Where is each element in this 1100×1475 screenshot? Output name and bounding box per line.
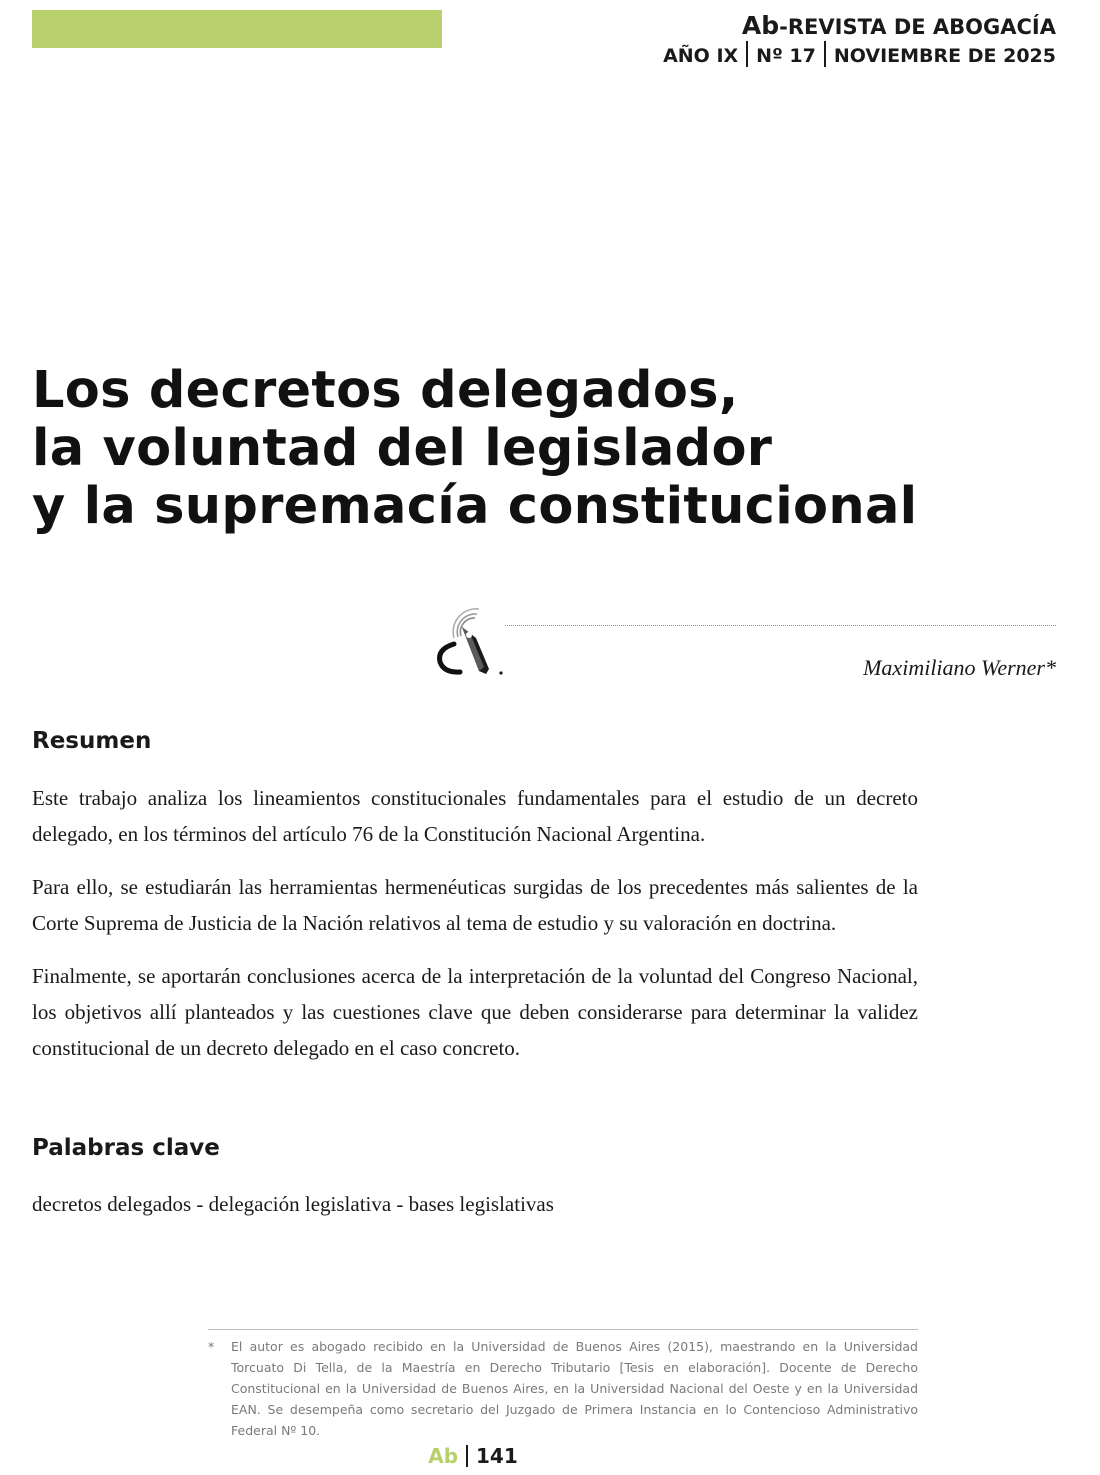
footer-divider: [466, 1445, 468, 1467]
issue-divider: [746, 41, 748, 67]
abstract-paragraph: Este trabajo analiza los lineamientos constitucionales fundamentales para el estudio de un decreto delegado, en los términos del artículo 76 de la Constitución Nacional Argentina.: [32, 786, 918, 846]
journal-name: [663, 12, 1056, 41]
keywords-heading: Palabras clave: [32, 1135, 220, 1161]
page-number: 141: [476, 1444, 518, 1468]
author-divider: [505, 625, 1056, 626]
issue-info: [663, 41, 1056, 70]
journal-title: -REVISTA DE ABOGACÍA: [779, 15, 1056, 39]
abstract-paragraph: Para ello, se estudiarán las herramientas hermenéuticas surgidas de los precedentes más salientes de la Corte Suprema de Justicia de la Nación relativos al tema de estudio y su valoración en doctrina.: [32, 875, 918, 935]
author-name: Maximiliano Werner*: [863, 655, 1056, 680]
footnote-text: El autor es abogado recibido en la Universidad de Buenos Aires (2015), maestrando en la Universidad Torcuato Di Tella, de la Maestría en Derecho Tributario [Tesis en elaboración]. Docente de Derecho Constitucional en la Universidad de Buenos Aires, en la Universidad Nacional del Oeste y en la Universidad EAN. Se desempeña como secretario del Juzgado de Primera Instancia en lo Contencioso Administrativo Federal Nº 10.: [231, 1339, 918, 1438]
issue-divider: [824, 41, 826, 67]
fountain-pen-icon: [432, 606, 510, 680]
abstract-body: [32, 780, 918, 1083]
title-line: y la supremacía constitucional: [32, 477, 918, 536]
page-footer: [0, 1444, 946, 1468]
abstract-paragraph: Finalmente, se aportarán conclusiones acerca de la interpretación de la voluntad del Congreso Nacional, los objetivos allí planteados y las cuestiones clave que deben considerarse para determinar la validez constitucional de un decreto delegado en el caso concreto.: [32, 964, 918, 1060]
author-footnote: [208, 1329, 918, 1441]
abstract-heading: Resumen: [32, 728, 152, 754]
title-line: Los decretos delegados,: [32, 361, 739, 420]
journal-ab: Ab: [741, 11, 780, 40]
issue-date: NOVIEMBRE DE 2025: [833, 45, 1056, 67]
issue-year: AÑO IX: [663, 45, 739, 67]
article-title: [32, 362, 917, 536]
keywords-list: decretos delegados - delegación legislativa - bases legislativas: [32, 1192, 554, 1216]
journal-masthead: [663, 12, 1056, 70]
issue-number: Nº 17: [756, 45, 816, 67]
footnote-marker: *: [208, 1339, 215, 1354]
header-accent-bar: [32, 10, 442, 48]
footer-ab: Ab: [428, 1444, 459, 1468]
title-line: la voluntad del legislador: [32, 419, 773, 478]
